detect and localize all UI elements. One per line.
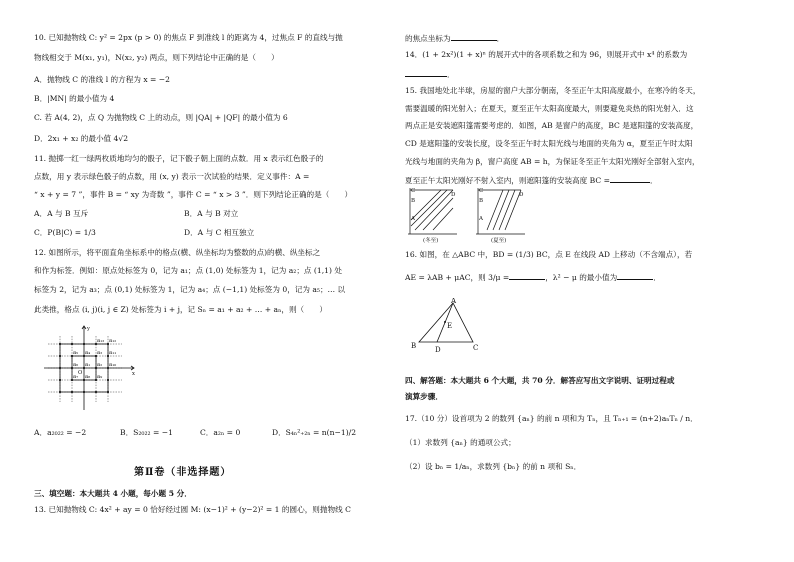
q11-option-a: A．A 与 B 互斥 xyxy=(34,209,89,218)
q10-option-a: A．抛物线 C 的准线 l 的方程为 x = −2 xyxy=(34,75,170,84)
q14-line1: 14．(1 + 2x²)(1 + x)ⁿ 的展开式中的各项系数之和为 96，则展开式中 x⁴ 的系数为 xyxy=(405,50,688,59)
q15-line2: 需要温暖的阳光射入；在夏天，夏至正午太阳高度最大，则要避免炎热的阳光射入．这 xyxy=(405,104,694,113)
figure-label: A xyxy=(411,216,415,222)
q12-line4: 此类推，格点 (i, j)(i, j ∈ Z) 处标签为 i + j，记 Sₙ = a₁ + a₂ + … + aₙ，则（ ） xyxy=(34,305,327,314)
q11-line3: “ x + y = 7 ”，事件 B = “ xy 为奇数 ”，事件 C = “ x > 3 ”．则下列结论正确的是（ ） xyxy=(34,190,353,199)
lattice-label: a₂ xyxy=(97,362,103,368)
figure-label: A xyxy=(479,216,483,222)
q12-option-a: A．a₂₀₂₂ = −2 xyxy=(34,428,87,437)
figure-caption: (夏至) xyxy=(491,238,507,244)
section4-heading: 四、解答题：本大题共 6 个大题，共 70 分．解答应写出文字说明、证明过程或 xyxy=(405,376,675,385)
q11-line1: 11. 抛掷一红一绿两枚质地均匀的骰子，记下骰子朝上面的点数．用 x 表示红色骰子的 xyxy=(34,154,324,163)
vertex-label: E xyxy=(447,322,453,330)
figure-label: D xyxy=(519,192,524,198)
lattice-label: a₁₃ xyxy=(97,338,105,344)
section3-heading: 三、填空题：本大题共 4 小题，每小题 5 分． xyxy=(34,489,192,498)
q12-option-b: B．S₂₀₂₂ = −1 xyxy=(120,428,173,437)
q15-line3: 两点正是安装遮阳篷需要考虑的．如图，AB 是窗户的高度，BC 是遮阳篷的安装高度， xyxy=(405,121,699,130)
answer-blank[interactable] xyxy=(617,272,653,280)
sunshade-figure-summer xyxy=(475,186,527,244)
q11-option-d: D．A 与 C 相互独立 xyxy=(184,228,255,237)
q12-line1: 12. 如图所示，将平面直角坐标系中的格点(横、纵坐标均为整数的点)的横、纵坐标之 xyxy=(34,248,321,257)
q12-line2: 和作为标签．例如：原点处标签为 0，记为 a₁；点 (1,0) 处标签为 1，记为 a₂；点 (1,1) 处 xyxy=(34,266,342,275)
q13-line1: 13. 已知抛物线 C: 4x² + ay = 0 恰好经过圆 M: (x−1)² + (y−2)² = 1 的圆心，则抛物线 C xyxy=(34,505,351,514)
q13-continuation: 的焦点坐标为 ． xyxy=(405,34,505,43)
vertex-label: C xyxy=(473,344,479,352)
lattice-label: a₉ xyxy=(97,374,103,380)
q10-option-d: D．2x₁ + x₂ 的最小值 4√2 xyxy=(34,134,129,143)
lattice-label: a₈ xyxy=(85,374,91,380)
q12-option-d: D．S₄ₙ²₊₂ₙ = n(n−1)/2 xyxy=(272,428,357,437)
q12-line3: 标签为 2，记为 a₃；点 (0,1) 处标签为 1，记为 a₄；点 (−1,1) 处标签为 0，记为 a₅；… 以 xyxy=(34,285,346,294)
origin-label: O xyxy=(78,370,83,376)
q17-part2: （2）设 bₙ = 1/aₙ，求数列 {bₙ} 的前 n 项和 Sₙ． xyxy=(405,462,582,471)
vertex-label: A xyxy=(451,298,457,305)
lattice-label: a₅ xyxy=(73,350,79,356)
q17-line1: 17.（10 分）设首项为 2 的数列 {aₙ} 的前 n 项和为 Tₙ，且 Tₙ₊₁ = (n+2)aₙTₙ / n． xyxy=(405,414,698,423)
figure-label: D xyxy=(451,192,456,198)
sunshade-figure-winter xyxy=(407,186,459,244)
answer-blank[interactable] xyxy=(610,175,650,183)
q17-part1: （1）求数列 {aₙ} 的通项公式； xyxy=(405,438,516,447)
q15-line4: CD 是遮阳篷的安装长度，设冬至正午时太阳光线与地面的夹角为 α，夏至正午时太阳 xyxy=(405,139,693,148)
lattice-label: a₄ xyxy=(85,350,91,356)
q14-line2: ． xyxy=(405,69,455,80)
y-axis-label: y xyxy=(87,326,90,332)
figure-caption: (冬至) xyxy=(423,238,439,244)
q12-option-c: C．a₂ₙ = 0 xyxy=(200,428,241,437)
q10-line1: 10. 已知抛物线 C: y² = 2px (p > 0) 的焦点 F 到准线 l 的距离为 4，过焦点 F 的直线与抛 xyxy=(34,33,343,42)
q11-line2: 点数，用 y 表示绿色骰子的点数，用 (x, y) 表示一次试验的结果．定义事件：A = xyxy=(34,172,310,181)
section4-heading-cont: 演算步骤． xyxy=(405,392,443,401)
figure-label: C xyxy=(479,188,484,194)
lattice-label: a₁₁ xyxy=(109,350,117,356)
q15-line5: 光线与地面的夹角为 β，窗户高度 AB = h，为保证冬至正午太阳光刚好全部射入室内， xyxy=(405,157,700,166)
triangle-figure xyxy=(407,298,487,356)
lattice-label: a₁ xyxy=(85,362,91,368)
q10-option-b: B．|MN| 的最小值为 4 xyxy=(34,94,115,103)
figure-label: B xyxy=(479,198,484,204)
lattice-label: a₆ xyxy=(73,362,79,368)
lattice-label: a₁₂ xyxy=(109,338,117,344)
figure-label: B xyxy=(411,198,416,204)
lattice-label: a₁₀ xyxy=(109,362,117,368)
q15-line1: 15. 我国地处北半球，房屋的窗户大部分朝南，冬至正午太阳高度最小，在寒冷的冬天， xyxy=(405,86,701,95)
answer-blank[interactable] xyxy=(451,33,497,41)
q10-option-c: C. 若 A(4, 2)，点 Q 为抛物线 C 上的动点，则 |QA| + |QF| 的最小值为 6 xyxy=(34,113,288,122)
x-axis-label: x xyxy=(132,371,135,377)
part2-title: 第Ⅱ卷（非选择题） xyxy=(134,467,232,478)
q16-line2: AE = λAB + μAC，则 3/μ = ，λ² − μ 的最小值为 ． xyxy=(405,273,661,282)
figure-label: C xyxy=(411,188,416,194)
q10-line2: 物线相交于 M(x₁, y₁)，N(x₂, y₂) 两点，则下列结论中正确的是（ ） xyxy=(34,53,279,62)
answer-blank[interactable] xyxy=(509,272,545,280)
q11-option-c: C．P(B|C) = 1/3 xyxy=(34,228,96,237)
q15-line6: 夏至正午太阳光刚好不射入室内，则遮阳篷的安装高度 BC = ． xyxy=(405,176,658,185)
vertex-label: B xyxy=(411,342,417,350)
lattice-label: a₃ xyxy=(97,350,103,356)
q11-option-b: B．A 与 B 对立 xyxy=(184,209,239,218)
q16-line1: 16. 如图，在 △ABC 中，BD = (1/3) BC，点 E 在线段 AD 上移动（不含端点），若 xyxy=(405,250,693,259)
lattice-figure xyxy=(42,322,162,414)
vertex-label: D xyxy=(435,346,441,354)
answer-blank[interactable] xyxy=(405,69,447,77)
lattice-label: a₇ xyxy=(73,374,79,380)
